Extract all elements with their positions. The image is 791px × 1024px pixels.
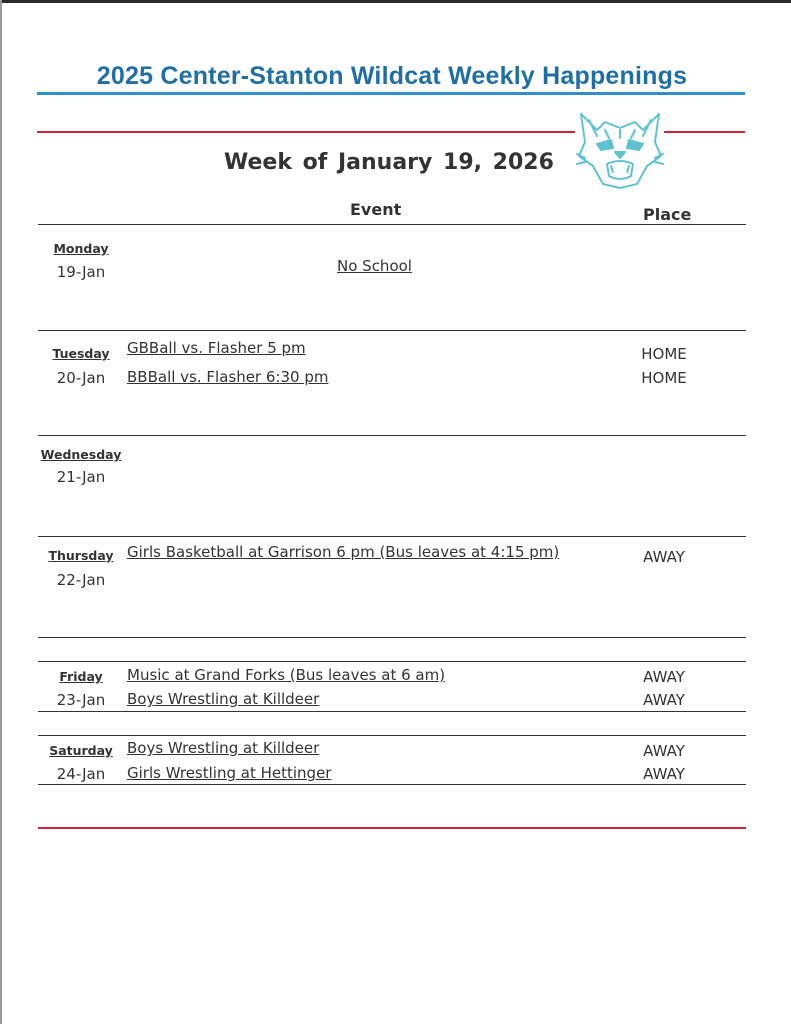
event-item: BBBall vs. Flasher 6:30 pm	[127, 368, 329, 386]
event-item: Boys Wrestling at Killdeer	[127, 690, 320, 708]
event-place: AWAY	[643, 742, 685, 760]
page-top-edge	[0, 0, 791, 3]
event-place: HOME	[641, 369, 687, 387]
row-divider	[38, 435, 746, 436]
event-column-header: Event	[350, 200, 402, 219]
event-item: Music at Grand Forks (Bus leaves at 6 am)	[127, 666, 446, 684]
day-name: Wednesday	[40, 447, 122, 462]
event-place: AWAY	[643, 668, 685, 686]
event-place: AWAY	[643, 765, 685, 783]
row-divider	[38, 784, 746, 785]
row-divider	[38, 637, 746, 638]
row-divider	[38, 735, 746, 736]
place-column-header: Place	[643, 205, 692, 224]
row-divider	[38, 661, 746, 662]
day-name: Thursday	[48, 548, 114, 563]
day-name: Monday	[53, 241, 109, 256]
day-name: Tuesday	[52, 346, 110, 361]
row-divider	[38, 711, 746, 712]
event-item: Boys Wrestling at Killdeer	[127, 739, 320, 757]
wildcat-mascot-icon	[575, 108, 665, 190]
event-place: AWAY	[643, 691, 685, 709]
page-title: 2025 Center-Stanton Wildcat Weekly Happenings	[96, 62, 688, 90]
red-divider-left	[37, 131, 575, 133]
event-place: HOME	[641, 345, 687, 363]
week-label: Week of January 19, 2026	[224, 150, 554, 175]
event-item: Girls Wrestling at Hettinger	[127, 764, 332, 782]
day-date: 23-Jan	[56, 691, 106, 709]
event-item: GBBall vs. Flasher 5 pm	[127, 339, 306, 357]
event-item: No School	[337, 257, 412, 275]
day-date: 21-Jan	[56, 468, 106, 486]
title-underline	[37, 92, 745, 95]
day-name: Saturday	[49, 743, 113, 758]
event-item: Girls Basketball at Garrison 6 pm (Bus leaves at 4:15 pm)	[127, 543, 560, 561]
day-date: 19-Jan	[56, 263, 106, 281]
row-divider	[38, 536, 746, 537]
row-divider	[38, 330, 746, 331]
day-date: 20-Jan	[56, 369, 106, 387]
day-date: 24-Jan	[56, 765, 106, 783]
page-left-edge	[0, 0, 2, 1024]
day-date: 22-Jan	[56, 571, 106, 589]
event-place: AWAY	[643, 548, 685, 566]
header-rule	[38, 224, 746, 225]
red-footer-rule	[38, 827, 746, 829]
day-name: Friday	[59, 669, 103, 684]
red-divider-right	[664, 131, 745, 133]
